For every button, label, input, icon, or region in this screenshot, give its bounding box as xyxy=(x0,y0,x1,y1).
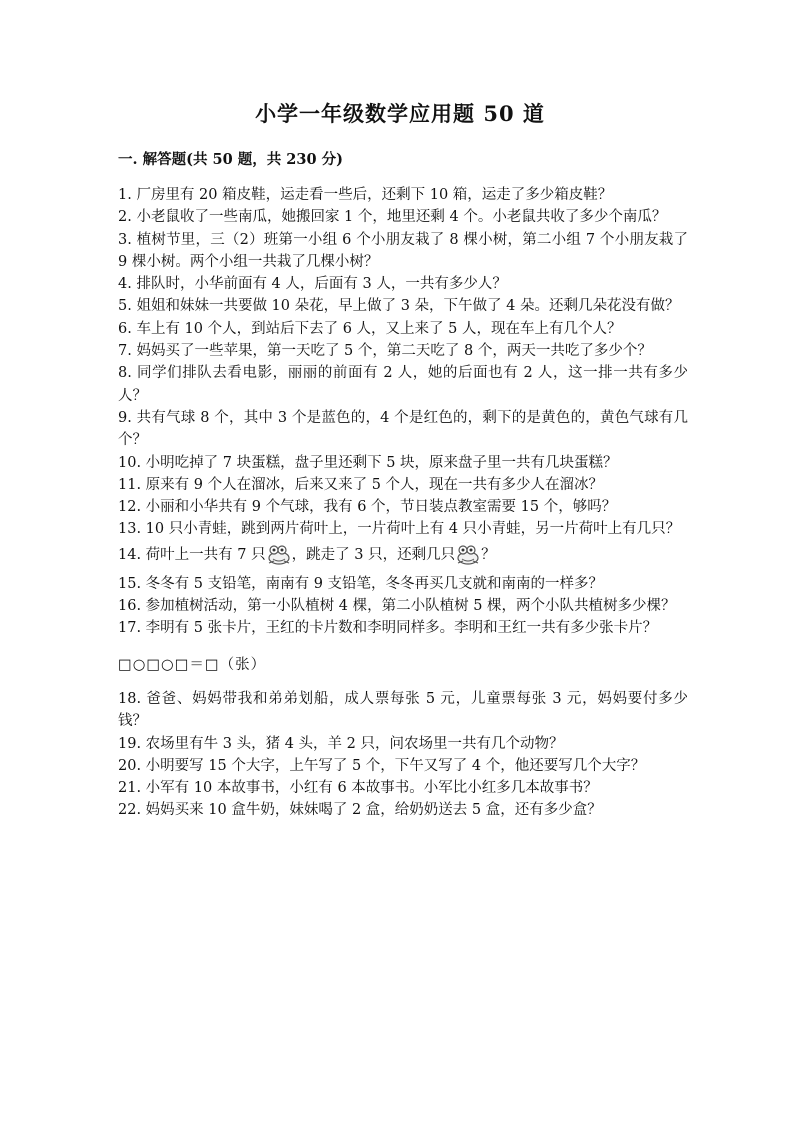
spacer xyxy=(118,640,688,654)
question-16: 16. 参加植树活动，第一小队植树 4 棵，第二小队植树 5 棵，两个小队共植树多少棵？ xyxy=(118,598,676,615)
question-19: 19. 农场里有牛 3 头，猪 4 头，羊 2 只，问农场里一共有几个动物？ xyxy=(118,735,564,752)
question-12: 12. 小丽和小华共有 9 个气球，我有 6 个，节日装点教室需要 15 个，够吗？ xyxy=(118,499,617,516)
page-title: 小学一年级数学应用题 50 道 xyxy=(255,101,545,126)
question-14-part2: ，跳走了 3 只，还剩几只 xyxy=(291,546,456,563)
frog-icon xyxy=(266,543,292,567)
question-21: 21. 小军有 10 本故事书，小红有 6 本故事书。小军比小红多几本故事书？ xyxy=(118,780,598,797)
question-14 xyxy=(118,541,688,569)
question-3: 3. 植树节里，三（2）班第一小组 6 个小朋友栽了 8 棵小树，第二小组 7 个小朋友栽了 9 棵小树。两个小组一共栽了几棵小树？ xyxy=(118,231,688,270)
question-20: 20. 小明要写 15 个大字，上午写了 5 个，下午又写了 4 个，他还要写几个大字？ xyxy=(118,757,646,774)
question-8: 8. 同学们排队去看电影，丽丽的前面有 2 人，她的后面也有 2 人，这一排一共有多少人？ xyxy=(118,365,688,404)
answer-formula-blanks: □○□○□＝□（张） xyxy=(118,656,267,673)
question-list xyxy=(118,184,688,822)
section-heading: 一. 解答题(共 50 题，共 230 分) xyxy=(118,151,343,168)
question-14-part3: ？ xyxy=(481,546,496,563)
question-10: 10. 小明吃掉了 7 块蛋糕，盘子里还剩下 5 块，原来盘子里一共有几块蛋糕？ xyxy=(118,454,618,471)
question-18: 18. 爸爸、妈妈带我和弟弟划船，成人票每张 5 元，儿童票每张 3 元，妈妈要付多少钱？ xyxy=(118,690,688,730)
question-2: 2. 小老鼠收了一些南瓜，她搬回家 1 个，地里还剩 4 个。小老鼠共收了多少个南瓜？ xyxy=(118,209,667,226)
question-4: 4. 排队时，小华前面有 4 人，后面有 3 人，一共有多少人？ xyxy=(118,276,507,293)
question-5: 5. 姐姐和妹妹一共要做 10 朵花，早上做了 3 朵，下午做了 4 朵。还剩几朵花没有做？ xyxy=(118,298,680,315)
question-13: 13. 10 只小青蛙，跳到两片荷叶上，一片荷叶上有 4 只小青蛙，另一片荷叶上有几只？ xyxy=(118,521,681,538)
spacer xyxy=(118,676,688,688)
question-22: 22. 妈妈买来 10 盒牛奶，妹妹喝了 2 盒，给奶奶送去 5 盒，还有多少盒？ xyxy=(118,802,602,819)
question-15: 15. 冬冬有 5 支铅笔，南南有 9 支铅笔，冬冬再买几支就和南南的一样多？ xyxy=(118,575,604,592)
frog-icon xyxy=(455,543,481,567)
question-6: 6. 车上有 10 个人，到站后下去了 6 人，又上来了 5 人，现在车上有几个人？ xyxy=(118,320,622,337)
question-11: 11. 原来有 9 个人在溜冰，后来又来了 5 个人，现在一共有多少人在溜冰？ xyxy=(118,476,604,493)
question-14-part1: 14. 荷叶上一共有 7 只 xyxy=(118,546,266,563)
question-17: 17. 李明有 5 张卡片，王红的卡片数和李明同样多。李明和王红一共有多少张卡片？ xyxy=(118,620,658,637)
question-9: 9. 共有气球 8 个，其中 3 个是蓝色的，4 个是红色的，剩下的是黄色的，黄色气球有几个？ xyxy=(118,409,688,449)
question-7: 7. 妈妈买了一些苹果，第一天吃了 5 个，第二天吃了 8 个，两天一共吃了多少个？ xyxy=(118,343,652,360)
question-1: 1. 厂房里有 20 箱皮鞋，运走看一些后，还剩下 10 箱，运走了多少箱皮鞋？ xyxy=(118,187,613,203)
